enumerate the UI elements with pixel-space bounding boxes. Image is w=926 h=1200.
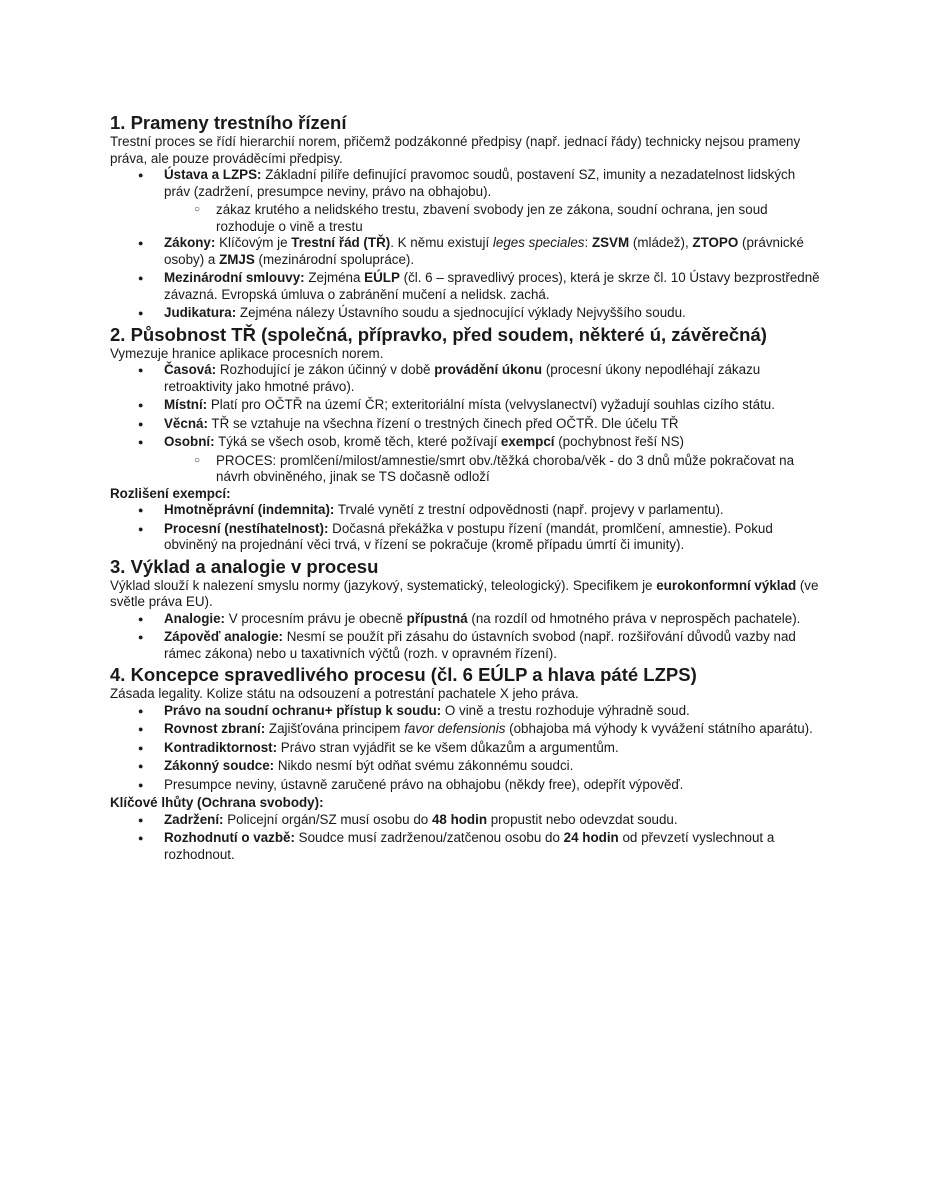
item-bold: Trestní řád (TŘ) bbox=[291, 235, 391, 250]
item-label: Zákony: bbox=[164, 235, 216, 250]
item-text: Nikdo nesmí být odňat svému zákonnému soudci. bbox=[274, 758, 574, 773]
list-item bbox=[110, 611, 822, 628]
deadlines-list bbox=[110, 812, 822, 864]
item-text: od převzetí vyslechnout a rozhodnout. bbox=[164, 830, 775, 862]
list-item bbox=[110, 305, 822, 322]
list-item bbox=[110, 703, 822, 720]
item-text: . K němu existují bbox=[390, 235, 493, 250]
section-4-list bbox=[110, 703, 822, 794]
item-bold: EÚLP bbox=[364, 270, 400, 285]
item-bold: provádění úkonu bbox=[434, 362, 543, 377]
item-bold: 24 hodin bbox=[563, 830, 619, 845]
item-text: Základní pilíře definující pravomoc soudů, postavení SZ, imunity a nezadatelnost lidských práv (zadržení, presumpce neviny, právo na obhajobu). bbox=[164, 167, 796, 199]
item-text: Zejména nálezy Ústavního soudu a sjednocující výklady Nejvyššího soudu. bbox=[236, 305, 686, 320]
section-2-lead: Vymezuje hranice aplikace procesních norem. bbox=[110, 345, 384, 361]
item-text: Platí pro OČTŘ na území ČR; exteritoriální místa (velvyslanectví) vyžadují souhlas cizího státu. bbox=[207, 397, 775, 412]
item-label: Místní: bbox=[164, 397, 208, 412]
item-italic: leges speciales bbox=[492, 235, 585, 250]
item-text: : bbox=[584, 235, 592, 250]
item-text: (mezinárodní spolupráce). bbox=[254, 251, 415, 267]
item-text: Klíčovým je bbox=[215, 235, 292, 250]
item-bold: ZTOPO bbox=[692, 235, 739, 250]
section-1-heading: 1. Prameny trestního řízení bbox=[110, 112, 347, 133]
item-text: Dočasná překážka v postupu řízení (mandát, promlčení, amnestie). Pokud obviněný na projednání věci trvá, v řízení se pokračuje (kromě případu úmrtí či imunity). bbox=[164, 520, 773, 552]
section-4-lead: Zásada legality. Kolize státu na odsouzení a potrestání pachatele X jeho práva. bbox=[110, 686, 579, 701]
list-item bbox=[110, 830, 822, 863]
section-2-list bbox=[110, 362, 822, 486]
item-label: Analogie: bbox=[164, 610, 226, 626]
lead-bold: eurokonformní výklad bbox=[656, 577, 797, 593]
item-text: Týká se všech osob, kromě těch, které požívají bbox=[214, 434, 501, 449]
item-label: Hmotněprávní (indemnita): bbox=[164, 502, 335, 517]
item-bold: ZSVM bbox=[591, 235, 630, 250]
section-3-list bbox=[110, 611, 822, 663]
list-item bbox=[110, 521, 822, 554]
item-text: Trvalé vynětí z trestní odpovědnosti (např. projevy v parlamentu). bbox=[334, 502, 724, 517]
item-label: Věcná: bbox=[164, 415, 208, 431]
section-1-lead: Trestní proces se řídí hierarchií norem, přičemž podzákonné předpisy (např. jednací řády) technicky nejsou prameny práva, ale pouze prováděcími předpisy. bbox=[110, 134, 801, 166]
list-item bbox=[110, 167, 822, 200]
list-item bbox=[110, 362, 822, 395]
section-3-lead bbox=[110, 578, 822, 611]
section-2 bbox=[110, 324, 822, 554]
item-label: Rozhodnutí o vazbě: bbox=[164, 830, 295, 845]
item-label: Časová: bbox=[164, 362, 217, 377]
item-text: Právo stran vyjádřit se ke všem důkazům a argumentům. bbox=[277, 739, 619, 755]
list-item bbox=[110, 235, 822, 268]
item-text: Nesmí se použít při zásahu do ústavních svobod (např. rozšiřování důvodů vazby nad rámec zákona) nebo u taxativních výčtů (rozh. v opravném řízení). bbox=[164, 629, 796, 661]
section-2-heading: 2. Působnost TŘ (společná, přípravko, před soudem, některé ú, závěrečná) bbox=[110, 323, 767, 345]
item-text: (na rozdíl od hmotného práva v neprospěch pachatele). bbox=[467, 610, 801, 626]
list-item bbox=[110, 629, 822, 662]
section-1-list bbox=[110, 167, 822, 322]
item-label: Osobní: bbox=[164, 434, 215, 449]
item-label: Judikatura: bbox=[164, 305, 237, 320]
item-text: O vině a trestu rozhoduje výhradně soud. bbox=[441, 702, 690, 718]
deadlines-subheading: Klíčové lhůty (Ochrana svobody): bbox=[110, 795, 324, 810]
section-1 bbox=[110, 112, 822, 322]
item-text: (pochybnost řeší NS) bbox=[554, 434, 684, 449]
document-page bbox=[110, 112, 822, 865]
sub-list-item bbox=[110, 453, 822, 486]
item-label: Ústava a LZPS: bbox=[164, 167, 262, 182]
item-text: (čl. 6 – spravedlivý proces), která je skrze čl. 10 Ústavy bezprostředně závazná. Evropská úmluva o zabránění mučení a nelidsk. zachá. bbox=[164, 270, 820, 302]
item-text: PROCES: promlčení/milost/amnestie/smrt obv./těžká choroba/věk - do 3 dnů může pokračovat na návrh obviněného, jinak se TS dočasně odloží bbox=[216, 452, 795, 484]
item-text: Presumpce neviny, ústavně zaručené právo na obhajobu (někdy free), odepřít výpověď. bbox=[164, 776, 684, 792]
item-label: Zákonný soudce: bbox=[164, 758, 275, 773]
list-item bbox=[110, 721, 822, 738]
item-label: Kontradiktornost: bbox=[164, 739, 278, 755]
item-bold: 48 hodin bbox=[431, 811, 488, 827]
lead-text: (ve světle práva EU). bbox=[110, 577, 819, 609]
item-label: Mezinárodní smlouvy: bbox=[164, 270, 305, 285]
item-label: Zápověď analogie: bbox=[164, 629, 284, 644]
list-item bbox=[110, 812, 822, 829]
item-text: TŘ se vztahuje na všechna řízení o trestných činech před OČTŘ. Dle účelu TŘ bbox=[207, 415, 679, 431]
item-text: propustit nebo odevzdat soudu. bbox=[487, 811, 678, 827]
list-item bbox=[110, 397, 822, 414]
sub-list-item bbox=[110, 202, 822, 235]
exemptions-subheading: Rozlišení exempcí: bbox=[110, 485, 231, 501]
section-4 bbox=[110, 664, 822, 863]
item-bold: přípustná bbox=[406, 610, 468, 626]
item-label: Procesní (nestíhatelnost): bbox=[164, 520, 329, 536]
list-item bbox=[110, 270, 822, 303]
item-bold: exempcí bbox=[500, 434, 555, 449]
item-label: Zadržení: bbox=[164, 811, 224, 827]
item-text: Rozhodující je zákon účinný v době bbox=[216, 362, 435, 377]
section-3 bbox=[110, 556, 822, 663]
list-item bbox=[110, 740, 822, 757]
list-item bbox=[110, 434, 822, 451]
item-text: (obhajoba má výhody k vyvážení státního aparátu). bbox=[505, 721, 813, 736]
item-bold: ZMJS bbox=[219, 251, 255, 267]
item-text: Soudce musí zadrženou/zatčenou osobu do bbox=[294, 830, 564, 845]
item-text: Zajišťována principem bbox=[265, 721, 405, 736]
item-text: Zejména bbox=[304, 270, 365, 285]
item-text: (procesní úkony nepodléhají zákazu retroaktivity jako hmotné právo). bbox=[164, 362, 761, 394]
lead-text: Výklad slouží k nalezení smyslu normy (jazykový, systematický, teleologický). Specifikem je bbox=[110, 577, 657, 593]
section-3-heading: 3. Výklad a analogie v procesu bbox=[110, 555, 379, 577]
item-label: Právo na soudní ochranu+ přístup k soudu: bbox=[164, 702, 442, 718]
item-text: (právnické osoby) a bbox=[164, 235, 804, 267]
item-text: Policejní orgán/SZ musí osobu do bbox=[223, 811, 432, 827]
list-item bbox=[110, 416, 822, 433]
item-text: V procesním právu je obecně bbox=[225, 610, 407, 626]
item-italic: favor defensionis bbox=[404, 721, 506, 736]
item-text: (mládež), bbox=[629, 235, 693, 250]
exemptions-list bbox=[110, 502, 822, 554]
section-4-heading: 4. Koncepce spravedlivého procesu (čl. 6 EÚLP a hlava páté LZPS) bbox=[110, 664, 697, 685]
list-item bbox=[110, 502, 822, 519]
item-text: zákaz krutého a nelidského trestu, zbavení svobody jen ze zákona, soudní ochrana, jen soud rozhoduje o vině a trestu bbox=[216, 202, 768, 234]
list-item bbox=[110, 777, 822, 794]
item-label: Rovnost zbraní: bbox=[164, 721, 266, 736]
list-item bbox=[110, 758, 822, 775]
